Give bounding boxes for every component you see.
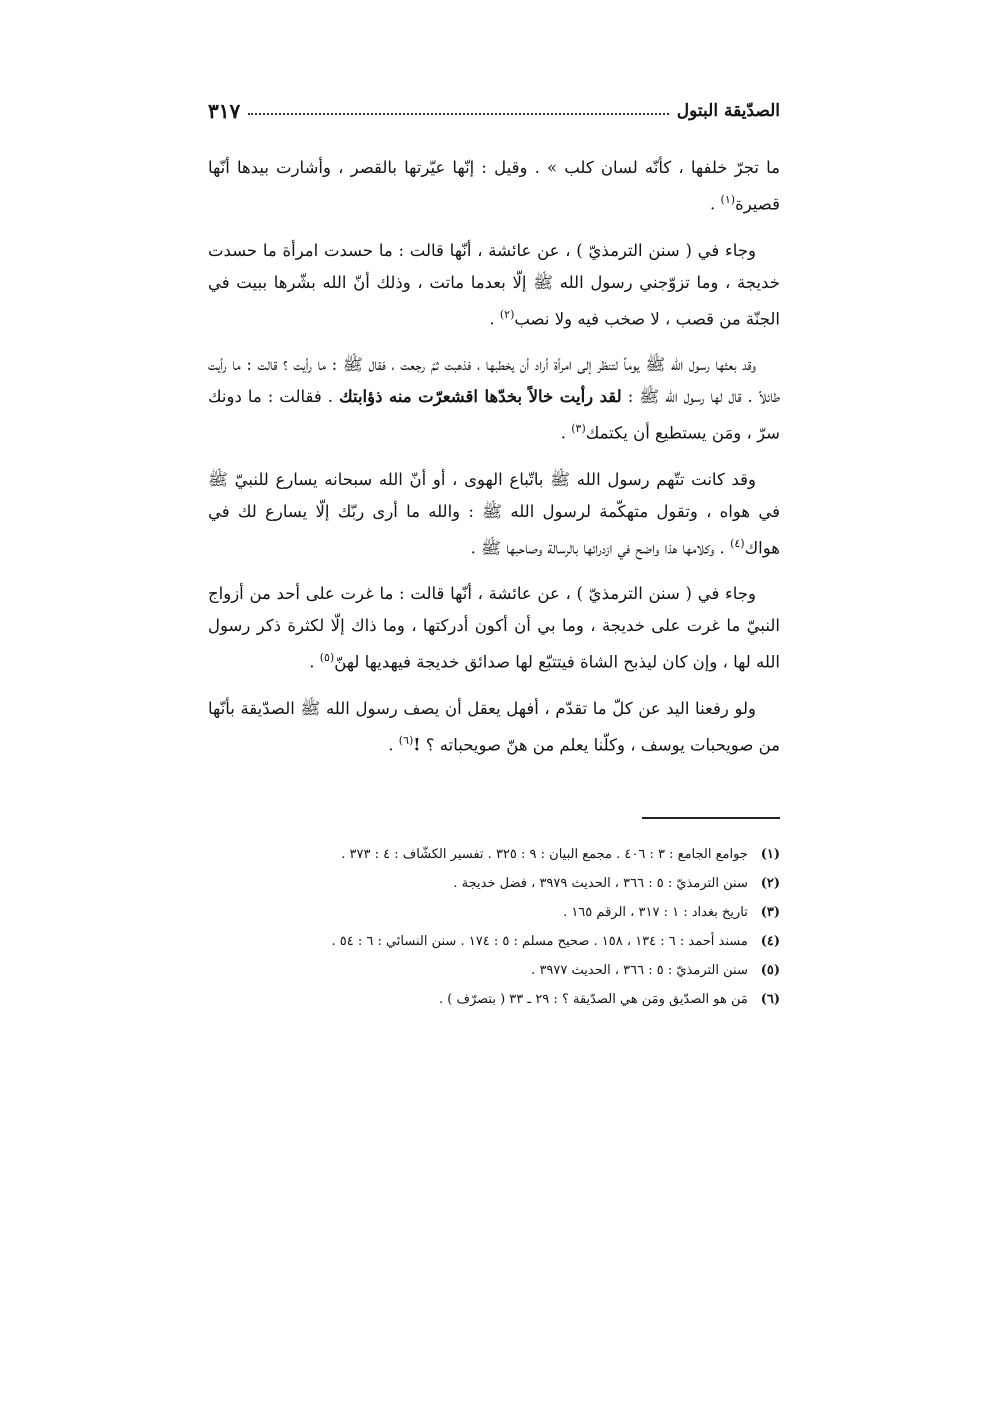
footnote-text: مَن هو الصدّيق ومَن هي الصدّيقة ؟ : ٢٩ ـ ٣٣ ( بتصرّف ) . (439, 992, 748, 1007)
paragraph: وقد بعثها رسول الله ﷺ يوماً لتنظر إلى امرأة أراد أن يخطبها ، فذهبت ثمّ رجعت ، فقال ﷺ : ما رأيت ؟ قالت : ما رأيت طائلاً . قال لها رسول الله ﷺ : لقد رأيت خالاً بخدّها اقشعرّت منه ذؤابتك . فقالت : ما دونك سرّ ، ومَن يستطيع أن يكتمك$^{(٣)}$ . (208, 355, 781, 443)
paragraph: وقد كانت تتّهم رسول الله ﷺ باتّباع الهوى ، أو أنّ الله سبحانه يسارع للنبيّ ﷺ في هواه ، وتقول متهكّمة لرسول الله ﷺ : والله ما أرى ربّك إلّا يسارع لك في هواك$^{(٤)}$ . وكلامها هذا واضح في ازدرائها بالرسالة وصاحبها ﷺ . (208, 469, 780, 557)
footnote-number: (٤) (760, 934, 780, 949)
footnote-item (208, 956, 780, 985)
footnote-item (208, 898, 780, 927)
footnotes (208, 840, 780, 1014)
footnote-ref[interactable]: (٤) (730, 536, 745, 550)
footnote-text: جوامع الجامع : ٣ : ٤٠٦ . مجمع البيان : ٩ : ٣٢٥ . تفسير الكشّاف : ٤ : ٣٧٣ . (341, 847, 748, 862)
main-text (208, 152, 780, 775)
footnote-ref[interactable]: (٣) (571, 422, 586, 435)
footnote-number: (٢) (760, 876, 780, 891)
bold-quote: لقد رأيت خالاً بخدّها اقشعرّت منه ذؤابتك (339, 387, 622, 406)
paragraph: وجاء في ( سنن الترمذيّ ) ، عن عائشة ، أنّها قالت : ما غرت على أحد من أزواج النبيّ ما غرت على خديجة ، وما بي أن أكون أدركتها ، وما ذاك إلّا لكثرة ذكر رسول الله لها ، وإن كان ليذبح الشاة فيتتبّع لها صدائق خديجة فيهديها لهنّ$^{(٥)}$ . (208, 584, 780, 672)
page-header (208, 96, 780, 126)
footnote-separator (642, 817, 780, 819)
footnote-text: مسند أحمد : ٦ : ١٣٤ ، ١٥٨ . صحيح مسلم : ٥ : ١٧٤ . سنن النسائي : ٦ : ٥٤ . (331, 934, 748, 949)
footnote-item (208, 927, 780, 956)
footnote-number: (٣) (760, 905, 780, 920)
footnote-number: (٦) (760, 992, 780, 1007)
page-number: ٣١٧ (208, 99, 241, 123)
running-title: الصدّيقة البتول (676, 101, 780, 121)
dotted-leader (248, 113, 669, 115)
footnote-number: (١) (760, 847, 780, 862)
footnote-ref[interactable]: (٦) (398, 733, 414, 747)
footnote-text: تاريخ بغداد : ١ : ٣١٧ ، الرقم ١٦٥ . (563, 905, 748, 920)
footnote-ref[interactable]: (٥) (319, 651, 335, 664)
footnote-ref[interactable]: (٢) (499, 307, 515, 321)
paragraph: ولو رفعنا اليد عن كلّ ما تقدّم ، أفهل يعقل أن يصف رسول الله ﷺ الصدّيقة بأنّها من صويحبات يوسف ، وكلّنا يعلم من هنّ صويحباته ؟ !$^{(٦)}$ . (208, 698, 780, 754)
footnote-item (208, 869, 780, 898)
footnote-item (208, 985, 780, 1014)
footnote-number: (٥) (760, 963, 780, 978)
footnote-ref[interactable]: (١) (720, 193, 736, 206)
footnote-text: سنن الترمذيّ : ٥ : ٣٦٦ ، الحديث ٣٩٧٧ . (531, 963, 748, 978)
exclamation-mark: ! (413, 735, 421, 754)
paragraph: ما تجرّ خلفها ، كأنّه لسان كلب » . وقيل : إنّها عيّرتها بالقصر ، وأشارت بيدها أنّها قصيرة$^{(١)}$ . (208, 158, 780, 214)
footnote-text: سنن الترمذيّ : ٥ : ٣٦٦ ، الحديث ٣٩٧٩ ، فضل خديجة . (453, 876, 748, 891)
paragraph: وجاء في ( سنن الترمذيّ ) ، عن عائشة ، أنّها قالت : ما حسدت امرأة ما حسدت خديجة ، وما تزوّجني رسول الله ﷺ إلّا بعدما ماتت ، وذلك أنّ الله بشّرها ببيت في الجنّة من قصب ، لا صخب فيه ولا نصب$^{(٢)}$ . (208, 240, 780, 328)
footnote-item (208, 840, 780, 869)
